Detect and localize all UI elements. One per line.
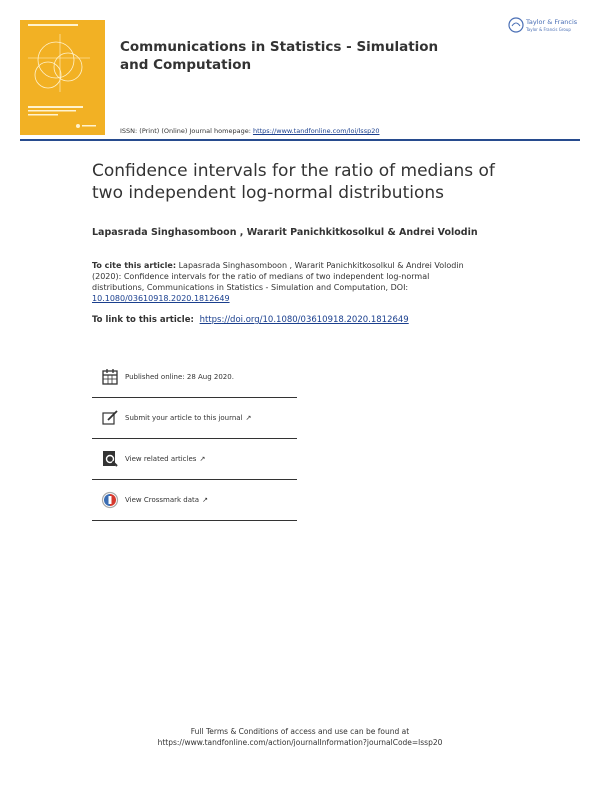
citation-block: [92, 260, 472, 304]
external-link-icon: ↗: [245, 414, 252, 422]
related-articles-link[interactable]: View related articles: [125, 455, 197, 463]
publisher-subtitle: Taylor & Francis Group: [526, 27, 571, 32]
edit-pencil-icon: [98, 406, 122, 430]
cite-doi-link[interactable]: 10.1080/03610918.2020.1812649: [92, 294, 230, 303]
footer-terms-link[interactable]: https://www.tandfonline.com/action/journalInformation?journalCode=lssp20: [157, 738, 443, 747]
submit-article-link[interactable]: Submit your article to this journal: [125, 414, 243, 422]
journal-title: Communications in Statistics - Simulation and Computation: [120, 39, 439, 73]
external-link-icon: ↗: [199, 455, 206, 463]
article-title: Confidence intervals for the ratio of medians of two independent log-normal distributions: [92, 161, 495, 203]
footer-terms-text: Full Terms & Conditions of access and use can be found at: [190, 727, 410, 736]
related-articles-row[interactable]: [92, 439, 297, 480]
external-link-icon: ↗: [202, 496, 208, 504]
cite-label: To cite this article:: [92, 261, 177, 270]
publisher-logo[interactable]: [508, 16, 586, 38]
issn-prefix: ISSN: (Print) (Online) Journal homepage:: [120, 127, 251, 135]
crossmark-link[interactable]: View Crossmark data: [125, 496, 200, 504]
link-label: To link to this article:: [92, 315, 194, 325]
issn-line: [120, 127, 379, 135]
publisher-logo-icon: [508, 17, 524, 33]
article-link-line: [92, 315, 409, 325]
publisher-name: Taylor & Francis: [526, 18, 578, 26]
crossmark-row[interactable]: [92, 480, 297, 521]
cover-art-graphic: [20, 20, 105, 135]
article-doi-link[interactable]: https://doi.org/10.1080/03610918.2020.1812649: [199, 315, 409, 325]
cite-text: Lapasrada Singhasomboon , Wararit Panichkitkosolkul & Andrei Volodin (2020): Confidence intervals for the ratio of medians of two independent log-normal distributions, Communications in Statistics - Simulation and Computation, DOI:: [92, 261, 464, 292]
article-authors: Lapasrada Singhasomboon , Wararit Panichkitkosolkul & Andrei Volodin: [92, 227, 478, 238]
crossmark-icon: [98, 488, 122, 512]
submit-article-row[interactable]: [92, 398, 297, 439]
journal-homepage-link[interactable]: https://www.tandfonline.com/loi/lssp20: [252, 127, 380, 135]
article-actions-panel: [92, 357, 297, 521]
footer-terms: [0, 726, 600, 748]
search-document-icon: [98, 447, 122, 471]
calendar-icon: [98, 365, 122, 389]
published-date-text: Published online: 28 Aug 2020.: [125, 373, 234, 381]
journal-cover-image: [20, 20, 105, 135]
header-divider: [20, 139, 580, 141]
published-online-row: [92, 357, 297, 398]
